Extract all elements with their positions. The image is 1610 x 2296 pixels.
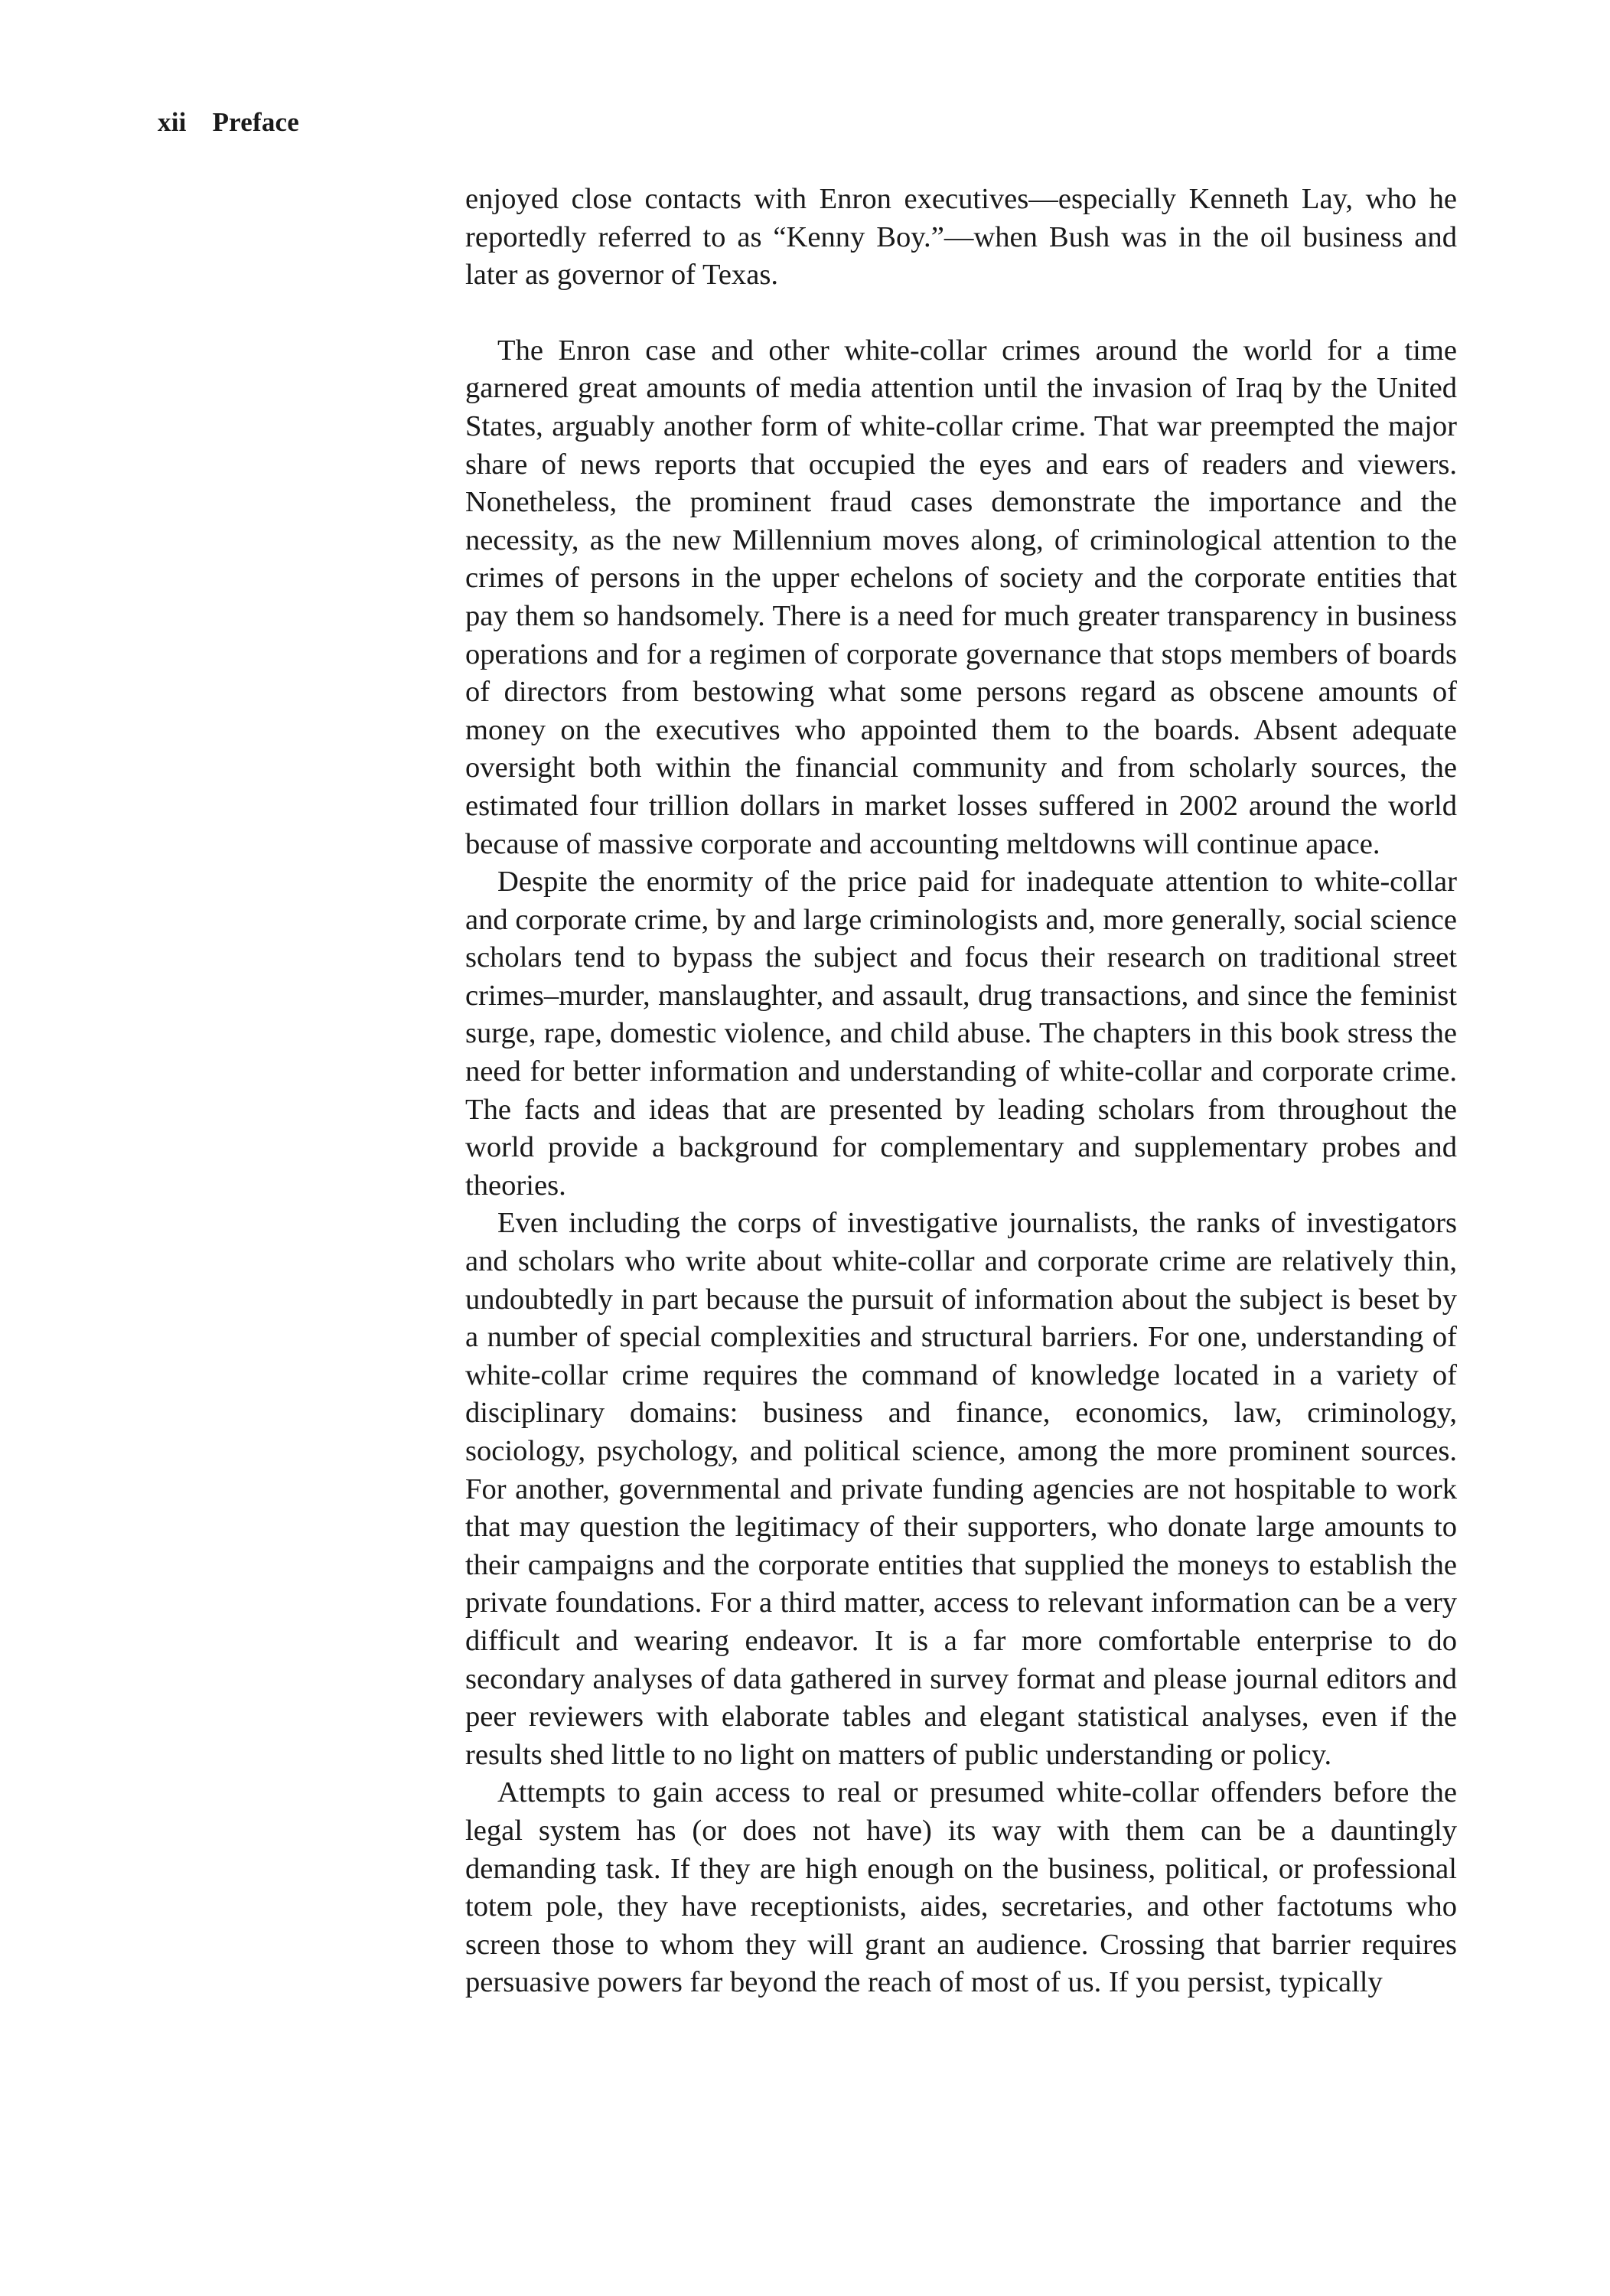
paragraph-attempts-access: Attempts to gain access to real or presumed white-collar offenders before the legal system has (or does not have) its way with them can be a dauntingly demanding task. If they are high enough on the business, political, or professional totem pole, they have receptionists, aides, secretaries, and other factotums who screen those to whom they will grant an audience. Crossing that barrier requires persuasive powers far beyond the reach of most of us. If you persist, typically <box>465 1776 1457 1999</box>
section-title: Preface <box>212 107 300 137</box>
paragraph-despite-enormity: Despite the enormity of the price paid for inadequate attention to white-collar and corporate crime, by and large criminologists and, more generally, social science scholars tend to bypass the subject and focus their research on traditional street crimes–murder, manslaughter, and assault, drug transactions, and since the feminist surge, rape, domestic violence, and child abuse. The chapters in this book stress the need for better information and understanding of white-collar and corporate crime. The facts and ideas that are presented by leading scholars from throughout the world provide a background for complementary and supplementary probes and theories. <box>465 866 1457 1202</box>
paragraph-continued: enjoyed close contacts with Enron executives—especially Kenneth Lay, who he reportedly referred to as “Kenny Boy.”—when Bush was in the oil business and later as governor of Texas. <box>465 183 1457 292</box>
running-head <box>158 106 299 139</box>
paragraph-investigative-journalists: Even including the corps of investigative journalists, the ranks of investigators and scholars who write about white-collar and corporate crime are relatively thin, undoubtedly in part because the pursuit of information about the subject is beset by a number of special complexities and structural barriers. For one, understanding of white-collar crime requires the command of knowledge located in a variety of disciplinary domains: business and finance, economics, law, criminology, sociology, psychology, and political science, among the more prominent sources. For another, governmental and private funding agencies are not hospitable to work that may question the legitimacy of their supporters, who donate large amounts to their campaigns and the corporate entities that supplied the moneys to establish the private foundations. For a third matter, access to relevant information can be a very difficult and wearing endeavor. It is a far more comfortable enterprise to do secondary analyses of data gathered in survey format and please journal editors and peer reviewers with elaborate tables and elegant statistical analyses, even if the results shed little to no light on matters of public understanding or policy. <box>465 1207 1457 1771</box>
page-number: xii <box>158 107 187 137</box>
body-text <box>465 181 1457 2002</box>
paragraph-enron-case: The Enron case and other white-collar crimes around the world for a time garnered great amounts of media attention until the invasion of Iraq by the United States, arguably another form of white-collar crime. That war preempted the major share of news reports that occupied the eyes and ears of readers and viewers. Nonetheless, the prominent fraud cases demonstrate the importance and the necessity, as the new Millennium moves along, of criminological attention to the crimes of persons in the upper echelons of society and the corporate entities that pay them so handsomely. There is a need for much greater transparency in business operations and for a regimen of corporate governance that stops members of boards of directors from bestowing what some persons regard as obscene amounts of money on the executives who appointed them to the boards. Absent adequate oversight both within the financial community and from scholarly sources, the estimated four trillion dollars in market losses suffered in 2002 around the world because of massive corporate and accounting meltdowns will continue apace. <box>465 334 1457 860</box>
